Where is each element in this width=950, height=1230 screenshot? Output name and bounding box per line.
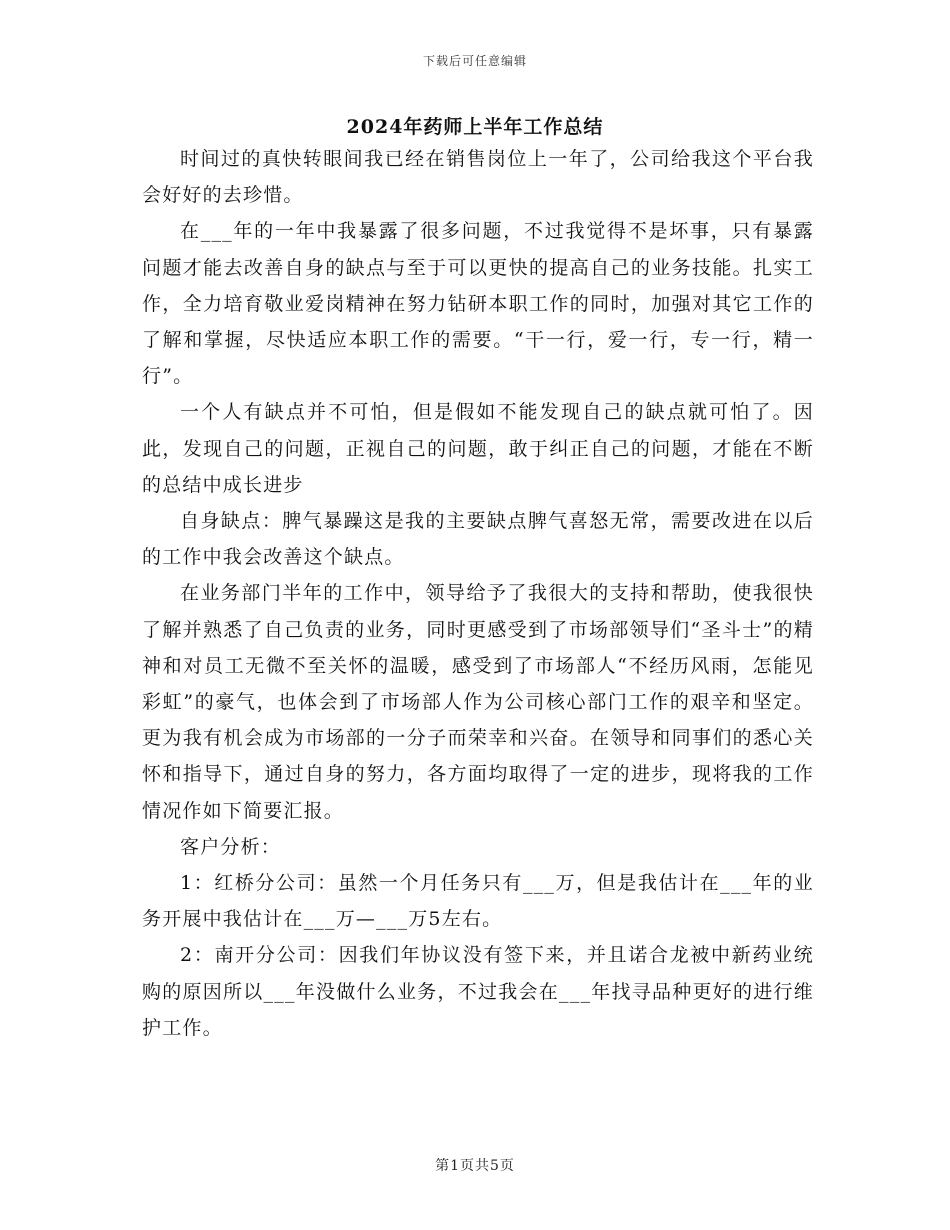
paragraph: 在业务部门半年的工作中，领导给予了我很大的支持和帮助，使我很快了解并熟悉了自己负责的业务，同时更感受到了市场部领导们“圣斗士”的精神和对员工无微不至关怀的温暖，感受到了市场部人“不经历风雨，怎能见彩虹”的豪气，也体会到了市场部人作为公司核心部门工作的艰辛和坚定。更为我有机会成为市场部的一分子而荣幸和兴奋。在领导和同事们的悉心关怀和指导下，通过自身的努力，各方面均取得了一定的进步，现将我的工作情况作如下简要汇报。 — [142, 582, 814, 822]
document-body — [142, 141, 814, 1046]
document-title: 2024年药师上半年工作总结 — [346, 116, 604, 138]
header-note: 下载后可任意编辑 — [422, 54, 527, 68]
page-indicator: 第1页共5页 — [435, 1158, 515, 1174]
paragraph: 一个人有缺点并不可怕，但是假如不能发现自己的缺点就可怕了。因此，发现自己的问题，正视自己的问题，敢于纠正自己的问题，才能在不断的总结中成长进步 — [142, 401, 814, 496]
paragraph: 2：南开分公司：因我们年协议没有签下来，并且诺合龙被中新药业统购的原因所以___年没做什么业务，不过我会在___年找寻品种更好的进行维护工作。 — [142, 944, 814, 1039]
paragraph: 时间过的真快转眼间我已经在销售岗位上一年了，公司给我这个平台我会好好的去珍惜。 — [142, 148, 814, 207]
paragraph: 客户分析： — [180, 835, 282, 858]
paragraph: 在___年的一年中我暴露了很多问题，不过我觉得不是坏事，只有暴露问题才能去改善自身的缺点与至于可以更快的提高自己的业务技能。扎实工作，全力培育敬业爱岗精神在努力钻研本职工作的同时，加强对其它工作的了解和掌握，尽快适应本职工作的需要。“干一行，爱一行，专一行，精一行”。 — [142, 220, 814, 388]
paragraph: 1：红桥分公司：虽然一个月任务只有___万，但是我估计在___年的业务开展中我估计在___万—___万5左右。 — [142, 872, 814, 931]
paragraph: 自身缺点：脾气暴躁这是我的主要缺点脾气喜怒无常，需要改进在以后的工作中我会改善这个缺点。 — [142, 510, 814, 569]
